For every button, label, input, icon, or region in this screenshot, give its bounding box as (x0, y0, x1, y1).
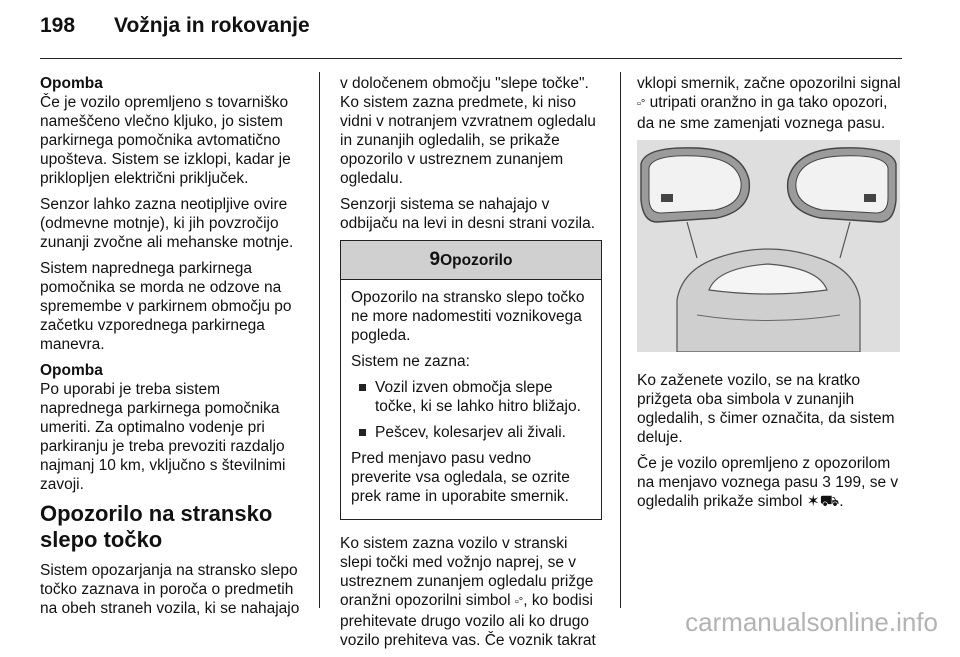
warning-header (341, 241, 601, 280)
page-number: 198 (40, 14, 76, 37)
blind-spot-car-icon: ▫° (637, 98, 646, 110)
paragraph: Senzorji sistema se nahajajo v odbijaču na levi in desni strani vozila. (340, 196, 596, 232)
note-1 (40, 74, 306, 188)
bullet-item: Pešcev, kolesarjev ali živali. (359, 423, 591, 442)
page-reference[interactable]: 199 (835, 474, 862, 491)
column-3 (637, 74, 903, 518)
warning-text: Pred menjavo pasu vedno preverite vsa ogledala, se ozrite prek rame in uporabite smernik. (351, 450, 570, 505)
blind-spot-car-icon: ▫° (514, 596, 524, 608)
column-divider-2 (620, 72, 621, 608)
note-2 (40, 361, 306, 494)
paragraph: Senzor lahko zazna neotipljive ovire (odmevne motnje), ki jih povzročijo zunanji zvočne ali mehanske motnje. (40, 196, 294, 251)
paragraph: Ko sistem zazna vozilo v stranski slepi točki med vožnjo naprej, se v ustreznem zunanjem ogledalu prižge oranžni opozorilni simbol ▫°, ko bodisi prehitevate drugo vozilo ali ko drugo vozilo prehiteva vas. Če voznik takrat (340, 535, 596, 649)
note-text: Če je vozilo opremljeno s tovarniško nameščeno vlečno kljuko, jo sistem parkirnega pomočnika avtomatično upošteva. Sistem se izklopi, kadar je priklopljen električni priključek. (40, 94, 291, 187)
watermark: carmanualsonline.info (685, 607, 938, 637)
note-text: Po uporabi je treba sistem naprednega parkirnega pomočnika umeriti. Za optimalno vodenje pri parkiranju je treba prevoziti razdaljo najmanj 10 km, vključno s številnimi zavoji. (40, 381, 286, 493)
warning-body (341, 280, 601, 519)
column-1 (40, 74, 306, 625)
warning-text: Sistem ne zazna: (351, 353, 470, 370)
paragraph: v določenem območju "slepe točke". Ko sistem zazna predmete, ki niso vidni v notranjem vzvratnem ogledalu in zunanjih ogledalih, se prikaže opozorilo v ustreznem zunanjem ogledalu. (340, 75, 596, 187)
paragraph: Ko zaženete vozilo, se na kratko prižgeta oba simbola v zunanjih ogledalih, s čimer označita, da sistem deluje. (637, 372, 895, 446)
lane-change-car-icon: ✶⛟ (806, 493, 840, 510)
chapter-title: Vožnja in rokovanje (114, 14, 310, 37)
mirrors-illustration (637, 140, 903, 357)
paragraph: Sistem naprednega parkirnega pomočnika se morda ne odzove na spremembe v parkirnem območju po začetku vzporednega parkirnega manevra. (40, 260, 292, 353)
paragraph: Sistem opozarjanja na stransko slepo točko zaznava in poroča o predmetih na obeh straneh vozila, ki se nahajajo (40, 562, 300, 617)
page-header (40, 14, 310, 38)
warning-title: Opozorilo (440, 252, 513, 269)
header-rule (40, 58, 902, 59)
note-label: Opomba (40, 362, 103, 379)
section-heading: Opozorilo na stransko slepo točko (40, 501, 273, 552)
column-2 (340, 74, 602, 657)
bullet-item: Vozil izven območja slepe točke, ki se lahko hitro bližajo. (359, 378, 591, 416)
page-reference-arrow-icon: 3 (822, 474, 831, 491)
car-rear-mirrors-image (637, 140, 900, 352)
paragraph: Če je vozilo opremljeno z opozorilom na menjavo voznega pasu 3 199, se v ogledalih prikaže simbol ✶⛟. (637, 455, 899, 510)
warning-text: Opozorilo na stransko slepo točko ne more nadomestiti voznikovega pogleda. (351, 289, 585, 344)
warning-box (340, 240, 602, 520)
note-label: Opomba (40, 75, 103, 92)
paragraph: vklopi smernik, začne opozorilni signal ▫° utripati oranžno in ga tako opozori, da ne sme zamenjati voznega pasu. (637, 75, 901, 132)
warning-triangle-icon: 9 (429, 249, 441, 270)
column-divider-1 (319, 72, 320, 608)
